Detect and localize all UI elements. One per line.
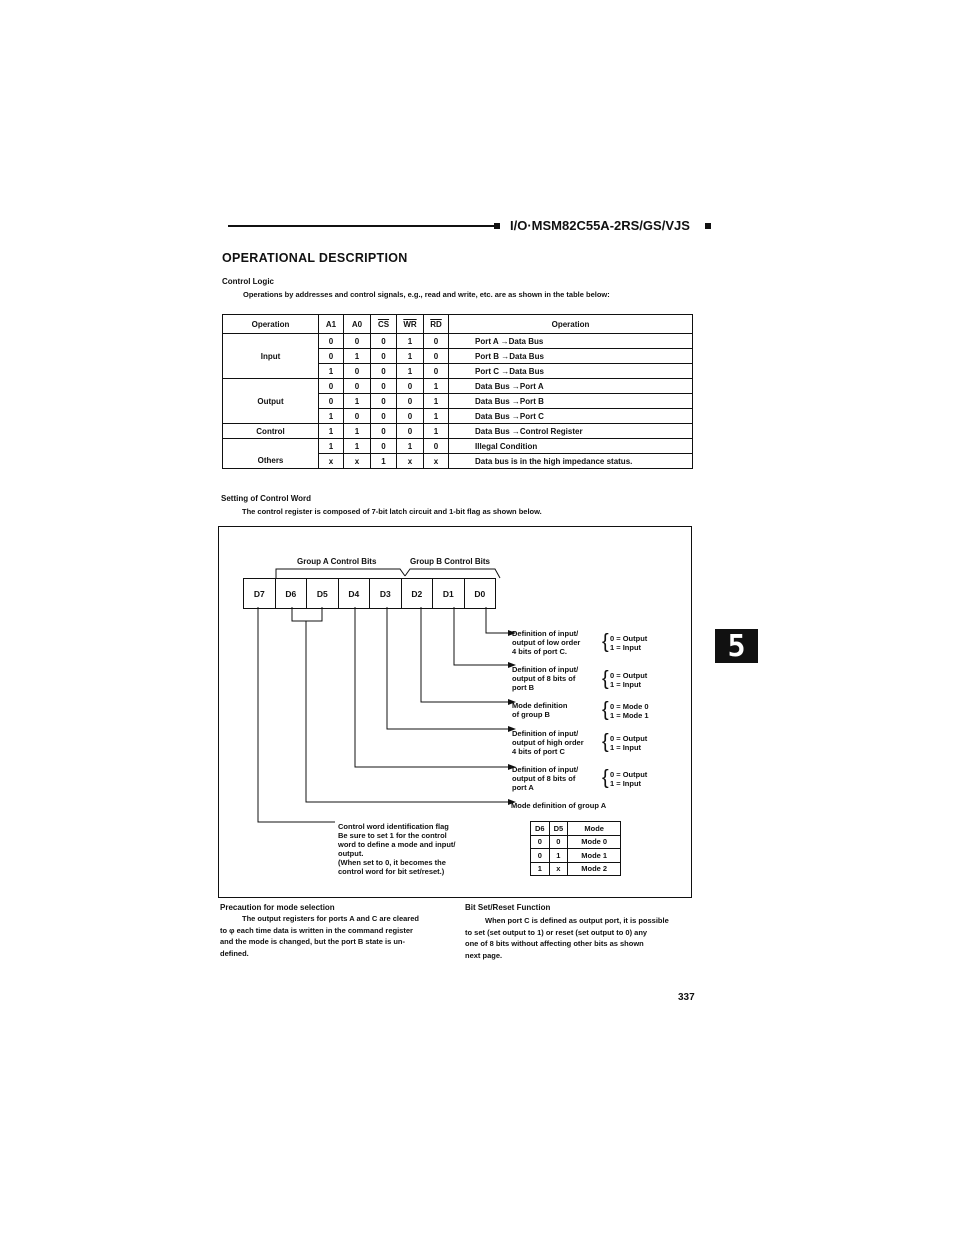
mode-header-mode: Mode: [568, 822, 621, 836]
note-line: Control word identification flag: [338, 822, 449, 831]
def-line: Definition of input/: [512, 665, 579, 674]
cell: x: [549, 862, 568, 876]
table-row: [223, 424, 693, 439]
bit-d2: D2: [402, 579, 434, 608]
note-line: (When set to 0, it becomes the: [338, 858, 446, 867]
cell-operation: Port C →Data Bus: [449, 364, 693, 379]
text-line: defined.: [220, 948, 249, 958]
cell: 0: [549, 835, 568, 849]
cell: 1: [531, 862, 550, 876]
def-line: 4 bits of port C.: [512, 647, 567, 656]
cell: 0: [424, 349, 449, 364]
col-header-operation-desc: Operation: [449, 315, 693, 334]
cell: 1: [344, 394, 371, 409]
cell: 1: [344, 439, 371, 454]
cell: 0: [424, 364, 449, 379]
text-line: and the mode is changed, but the port B state is un-: [220, 937, 406, 946]
cell: 0: [397, 394, 424, 409]
cell: Mode 1: [568, 849, 621, 863]
brace-value: 0 = Output: [610, 734, 648, 743]
cell: x: [424, 454, 449, 469]
cell-operation: Port A →Data Bus: [449, 334, 693, 349]
bit-d7: D7: [244, 579, 276, 608]
control-logic-intro: Operations by addresses and control signals, e.g., read and write, etc. are as shown in the table below:: [243, 290, 610, 299]
cell: 0: [319, 334, 344, 349]
def-port-c-low: [512, 629, 580, 656]
control-register-bits: [243, 578, 496, 609]
table-row: [223, 379, 693, 394]
page-header-title: I/O·MSM82C55A-2RS/GS/VJS: [510, 218, 690, 233]
bit-d4: D4: [339, 579, 371, 608]
def-line: port B: [512, 683, 535, 692]
text-line: next page.: [465, 950, 503, 960]
cell: Mode 0: [568, 835, 621, 849]
cell: 1: [397, 364, 424, 379]
col-header-wr: $\overline{WR}$: [397, 315, 424, 334]
mode-table: [530, 821, 621, 876]
brace-value: 1 = Input: [610, 743, 642, 752]
brace-value: 0 = Mode 0: [610, 702, 649, 711]
precaution-title: Precaution for mode selection: [220, 903, 335, 912]
brace-value: 1 = Input: [610, 643, 642, 652]
text-line: to φ each time data is written in the command register: [220, 925, 413, 935]
text-line: The output registers for ports A and C are cleared: [242, 914, 419, 923]
cell: 0: [397, 379, 424, 394]
def-port-c-high: [512, 729, 584, 756]
cell: 1: [319, 439, 344, 454]
def-line: of group B: [512, 710, 550, 719]
cell: 0: [319, 394, 344, 409]
header-bullet-left: [494, 223, 500, 229]
col-header-cs: $\overline{CS}$: [371, 315, 397, 334]
section-title: OPERATIONAL DESCRIPTION: [222, 251, 408, 265]
table-row: [531, 862, 621, 876]
cell-operation: Illegal Condition: [449, 439, 693, 454]
bit-d0: D0: [465, 579, 497, 608]
note-line: output.: [338, 849, 364, 858]
brace-value: 1 = Input: [610, 779, 642, 788]
def-line: output of 8 bits of: [512, 674, 576, 683]
text-line: one of 8 bits without affecting other bits as shown: [465, 939, 644, 948]
def-line: Definition of input/: [512, 765, 579, 774]
cell: 1: [424, 394, 449, 409]
cell: 0: [531, 835, 550, 849]
cell-operation: Data Bus →Port B: [449, 394, 693, 409]
chapter-tab: 5: [715, 629, 758, 663]
group-a-label: Group A Control Bits: [297, 557, 377, 566]
cell-operation: Data Bus →Control Register: [449, 424, 693, 439]
cell-operation: Port B →Data Bus: [449, 349, 693, 364]
col-header-operation: Operation: [223, 315, 319, 334]
control-word-title: Setting of Control Word: [221, 494, 312, 503]
cell: 0: [344, 334, 371, 349]
cell-operation: Data Bus →Port A: [449, 379, 693, 394]
def-line: Definition of input/: [512, 629, 579, 638]
cell: x: [397, 454, 424, 469]
mode-header-d5: D5: [549, 822, 568, 836]
cell: 0: [319, 349, 344, 364]
cell: 0: [371, 409, 397, 424]
cell: 1: [397, 439, 424, 454]
flag-note: [338, 822, 456, 876]
cell-operation: Data Bus →Port C: [449, 409, 693, 424]
cell: 1: [424, 409, 449, 424]
cell: 1: [344, 349, 371, 364]
cell: 0: [397, 409, 424, 424]
cell: 0: [371, 364, 397, 379]
cell: 1: [549, 849, 568, 863]
cell: 1: [319, 424, 344, 439]
brace-value: 0 = Output: [610, 671, 648, 680]
bit-d1: D1: [433, 579, 465, 608]
text-line: When port C is defined as output port, it is possible: [485, 916, 669, 925]
cell: 0: [424, 439, 449, 454]
cell: 0: [531, 849, 550, 863]
cell: 0: [371, 349, 397, 364]
cell: 1: [424, 424, 449, 439]
precaution-text: [220, 913, 419, 959]
cell: x: [319, 454, 344, 469]
cell: 1: [424, 379, 449, 394]
cell: 1: [371, 454, 397, 469]
table-row: [531, 835, 621, 849]
group-b-label: Group B Control Bits: [410, 557, 490, 566]
def-line: output of low order: [512, 638, 581, 647]
def-line: Mode definition: [512, 701, 568, 710]
col-header-a0: A0: [344, 315, 371, 334]
page-number: 337: [678, 992, 695, 1003]
note-line: control word for bit set/reset.): [338, 867, 445, 876]
col-header-rd: $\overline{RD}$: [424, 315, 449, 334]
brace-value: 1 = Input: [610, 680, 642, 689]
note-line: Be sure to set 1 for the control: [338, 831, 447, 840]
cell: 0: [371, 394, 397, 409]
control-logic-table: [222, 314, 693, 469]
cell: 0: [344, 409, 371, 424]
bit-d5: D5: [307, 579, 339, 608]
cell: 0: [371, 424, 397, 439]
table-row: [531, 849, 621, 863]
def-mode-group-a: Mode definition of group A: [511, 801, 607, 810]
cell: 0: [371, 334, 397, 349]
group-control: Control: [223, 424, 319, 439]
def-line: port A: [512, 783, 534, 792]
cell: 0: [371, 439, 397, 454]
table-row: [223, 439, 693, 454]
def-line: output of high order: [512, 738, 584, 747]
cell: 1: [397, 334, 424, 349]
cell: x: [344, 454, 371, 469]
group-input: Input: [223, 334, 319, 379]
cell: 0: [397, 424, 424, 439]
cell-operation: Data bus is in the high impedance status.: [449, 454, 693, 469]
cell: 0: [319, 379, 344, 394]
header-bullet-right: [705, 223, 711, 229]
col-header-a1: A1: [319, 315, 344, 334]
def-port-b: [512, 665, 578, 692]
header-rule: [228, 225, 496, 227]
text-line: to set (set output to 1) or reset (set output to 0) any: [465, 927, 648, 937]
control-logic-title: Control Logic: [222, 277, 274, 286]
table-row: [223, 334, 693, 349]
cell: 0: [371, 379, 397, 394]
bit-set-reset-title: Bit Set/Reset Function: [465, 903, 551, 912]
cell: 0: [344, 379, 371, 394]
def-port-a: [512, 765, 578, 792]
brace-value: 0 = Output: [610, 634, 648, 643]
def-line: Definition of input/: [512, 729, 579, 738]
bit-d3: D3: [370, 579, 402, 608]
group-others: Others: [223, 439, 319, 469]
bit-connector-lines: [240, 607, 520, 827]
cell: 0: [424, 334, 449, 349]
brace-value: 0 = Output: [610, 770, 648, 779]
cell: Mode 2: [568, 862, 621, 876]
cell: 1: [319, 364, 344, 379]
def-line: output of 8 bits of: [512, 774, 576, 783]
cell: 0: [344, 364, 371, 379]
cell: 1: [319, 409, 344, 424]
group-output: Output: [223, 379, 319, 424]
mode-header-d6: D6: [531, 822, 550, 836]
bit-d6: D6: [276, 579, 308, 608]
bit-set-reset-text: [465, 915, 669, 961]
note-line: word to define a mode and input/: [338, 840, 456, 849]
def-line: 4 bits of port C: [512, 747, 565, 756]
control-word-intro: The control register is composed of 7-bit latch circuit and 1-bit flag as shown below.: [242, 507, 542, 516]
brace-value: 1 = Mode 1: [610, 711, 649, 720]
cell: 1: [397, 349, 424, 364]
cell: 1: [344, 424, 371, 439]
def-mode-group-b: [512, 701, 567, 719]
